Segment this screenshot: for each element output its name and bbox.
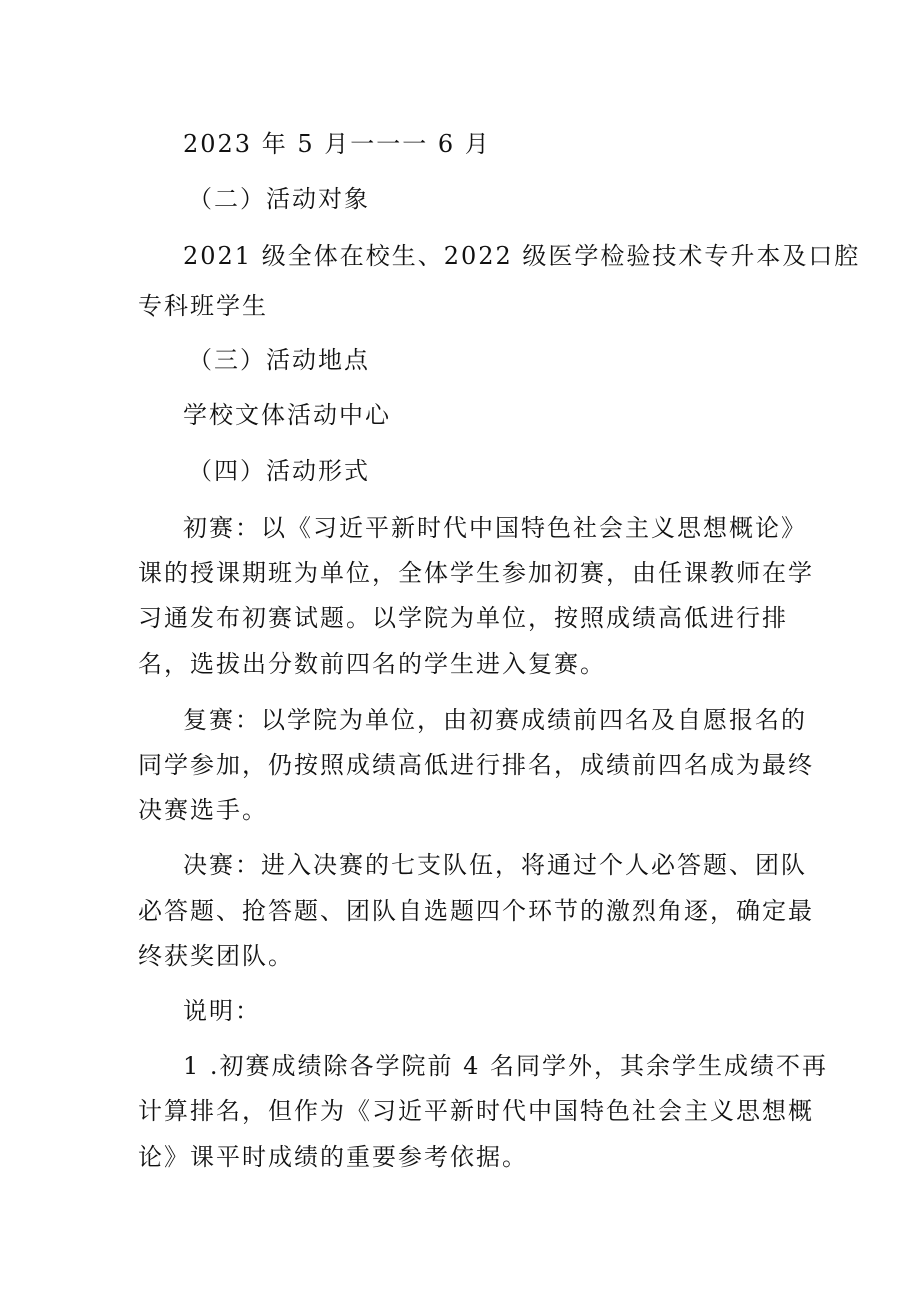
note-1-line-2: 计算排名，但作为《习近平新时代中国特色社会主义思想概 <box>138 1097 814 1125</box>
target-line-1: 2021 级全体在校生、2022 级医学检验技术专升本及口腔 <box>183 242 861 270</box>
preliminary-line-2: 课的授课期班为单位，全体学生参加初赛，由任课教师在学 <box>138 559 814 587</box>
notes-heading: 说明： <box>183 997 261 1025</box>
preliminary-line-3: 习通发布初赛试题。以学院为单位，按照成绩高低进行排 <box>138 604 788 632</box>
semifinal-line-2: 同学参加，仍按照成绩高低进行排名，成绩前四名成为最终 <box>138 751 814 779</box>
preliminary-line-1: 初赛：以《习近平新时代中国特色社会主义思想概论》 <box>183 514 807 542</box>
location-text: 学校文体活动中心 <box>183 401 391 429</box>
semifinal-line-3: 决赛选手。 <box>138 796 268 824</box>
activity-date: 2023 年 5 月一一一 6 月 <box>183 130 491 158</box>
semifinal-line-1: 复赛：以学院为单位，由初赛成绩前四名及自愿报名的 <box>183 706 807 734</box>
final-line-3: 终获奖团队。 <box>138 942 294 970</box>
heading-activity-target: （二）活动对象 <box>188 185 370 213</box>
preliminary-line-4: 名，选拔出分数前四名的学生进入复赛。 <box>138 650 606 678</box>
final-line-2: 必答题、抢答题、团队自选题四个环节的激烈角逐，确定最 <box>138 897 814 925</box>
note-1-line-3: 论》课平时成绩的重要参考依据。 <box>138 1143 528 1171</box>
final-line-1: 决赛：进入决赛的七支队伍，将通过个人必答题、团队 <box>183 851 807 879</box>
note-1-line-1: 1 .初赛成绩除各学院前 4 名同学外，其余学生成绩不再 <box>183 1052 829 1080</box>
heading-activity-format: （四）活动形式 <box>188 457 370 485</box>
heading-activity-location: （三）活动地点 <box>188 346 370 374</box>
target-line-2: 专科班学生 <box>138 292 268 320</box>
